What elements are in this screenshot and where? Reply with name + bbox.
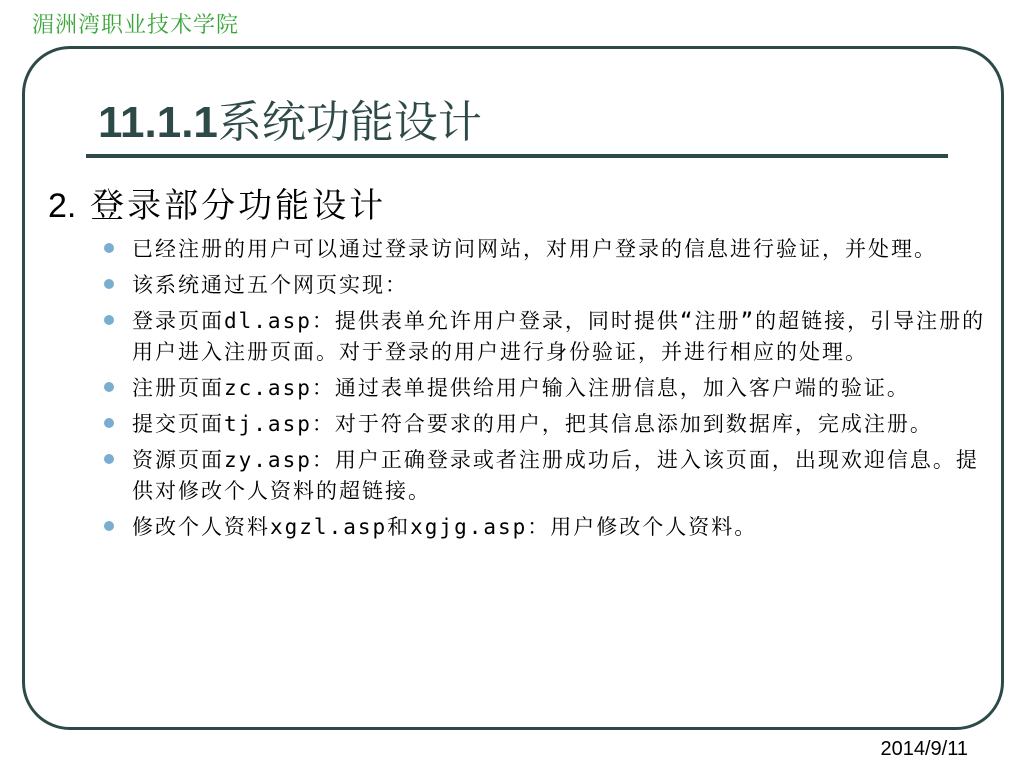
bullet-item — [104, 306, 988, 368]
title-number: 11.1.1 — [98, 98, 218, 147]
bullet-item — [104, 234, 988, 265]
slide-title — [98, 86, 482, 150]
section-heading — [48, 178, 386, 227]
bullet-item — [104, 409, 988, 440]
bullet-list — [104, 234, 988, 548]
bullet-text: 已经注册的用户可以通过登录访问网站，对用户登录的信息进行验证，并处理。 — [132, 237, 937, 261]
bullet-item — [104, 445, 988, 507]
bullet-item — [104, 512, 988, 543]
title-underline — [86, 154, 948, 158]
bullet-dot-icon — [104, 521, 114, 531]
bullet-dot-icon — [104, 418, 114, 428]
bullet-text: 登录页面dl.asp：提供表单允许用户登录，同时提供“注册”的超链接，引导注册的用户进入注册页面。对于登录的用户进行身份验证，并进行相应的处理。 — [132, 309, 986, 364]
school-name: 湄洲湾职业技术学院 — [32, 13, 240, 38]
title-text: 系统功能设计 — [217, 97, 482, 148]
section-number: 2. — [48, 187, 77, 225]
bullet-item — [104, 270, 988, 301]
bullet-text: 资源页面zy.asp：用户正确登录或者注册成功后，进入该页面，出现欢迎信息。提供对修改个人资料的超链接。 — [132, 448, 979, 503]
bullet-dot-icon — [104, 279, 114, 289]
bullet-dot-icon — [104, 454, 114, 464]
bullet-text: 该系统通过五个网页实现： — [132, 273, 408, 297]
section-title: 登录部分功能设计 — [90, 186, 387, 226]
bullet-dot-icon — [104, 382, 114, 392]
slide-date: 2014/9/11 — [880, 738, 968, 760]
bullet-text: 修改个人资料xgzl.asp和xgjg.asp：用户修改个人资料。 — [132, 515, 758, 539]
bullet-dot-icon — [104, 315, 114, 325]
bullet-dot-icon — [104, 243, 114, 253]
bullet-text: 注册页面zc.asp：通过表单提供给用户输入注册信息，加入客户端的验证。 — [132, 376, 910, 400]
bullet-item — [104, 373, 988, 404]
bullet-text: 提交页面tj.asp：对于符合要求的用户，把其信息添加到数据库，完成注册。 — [132, 412, 933, 436]
